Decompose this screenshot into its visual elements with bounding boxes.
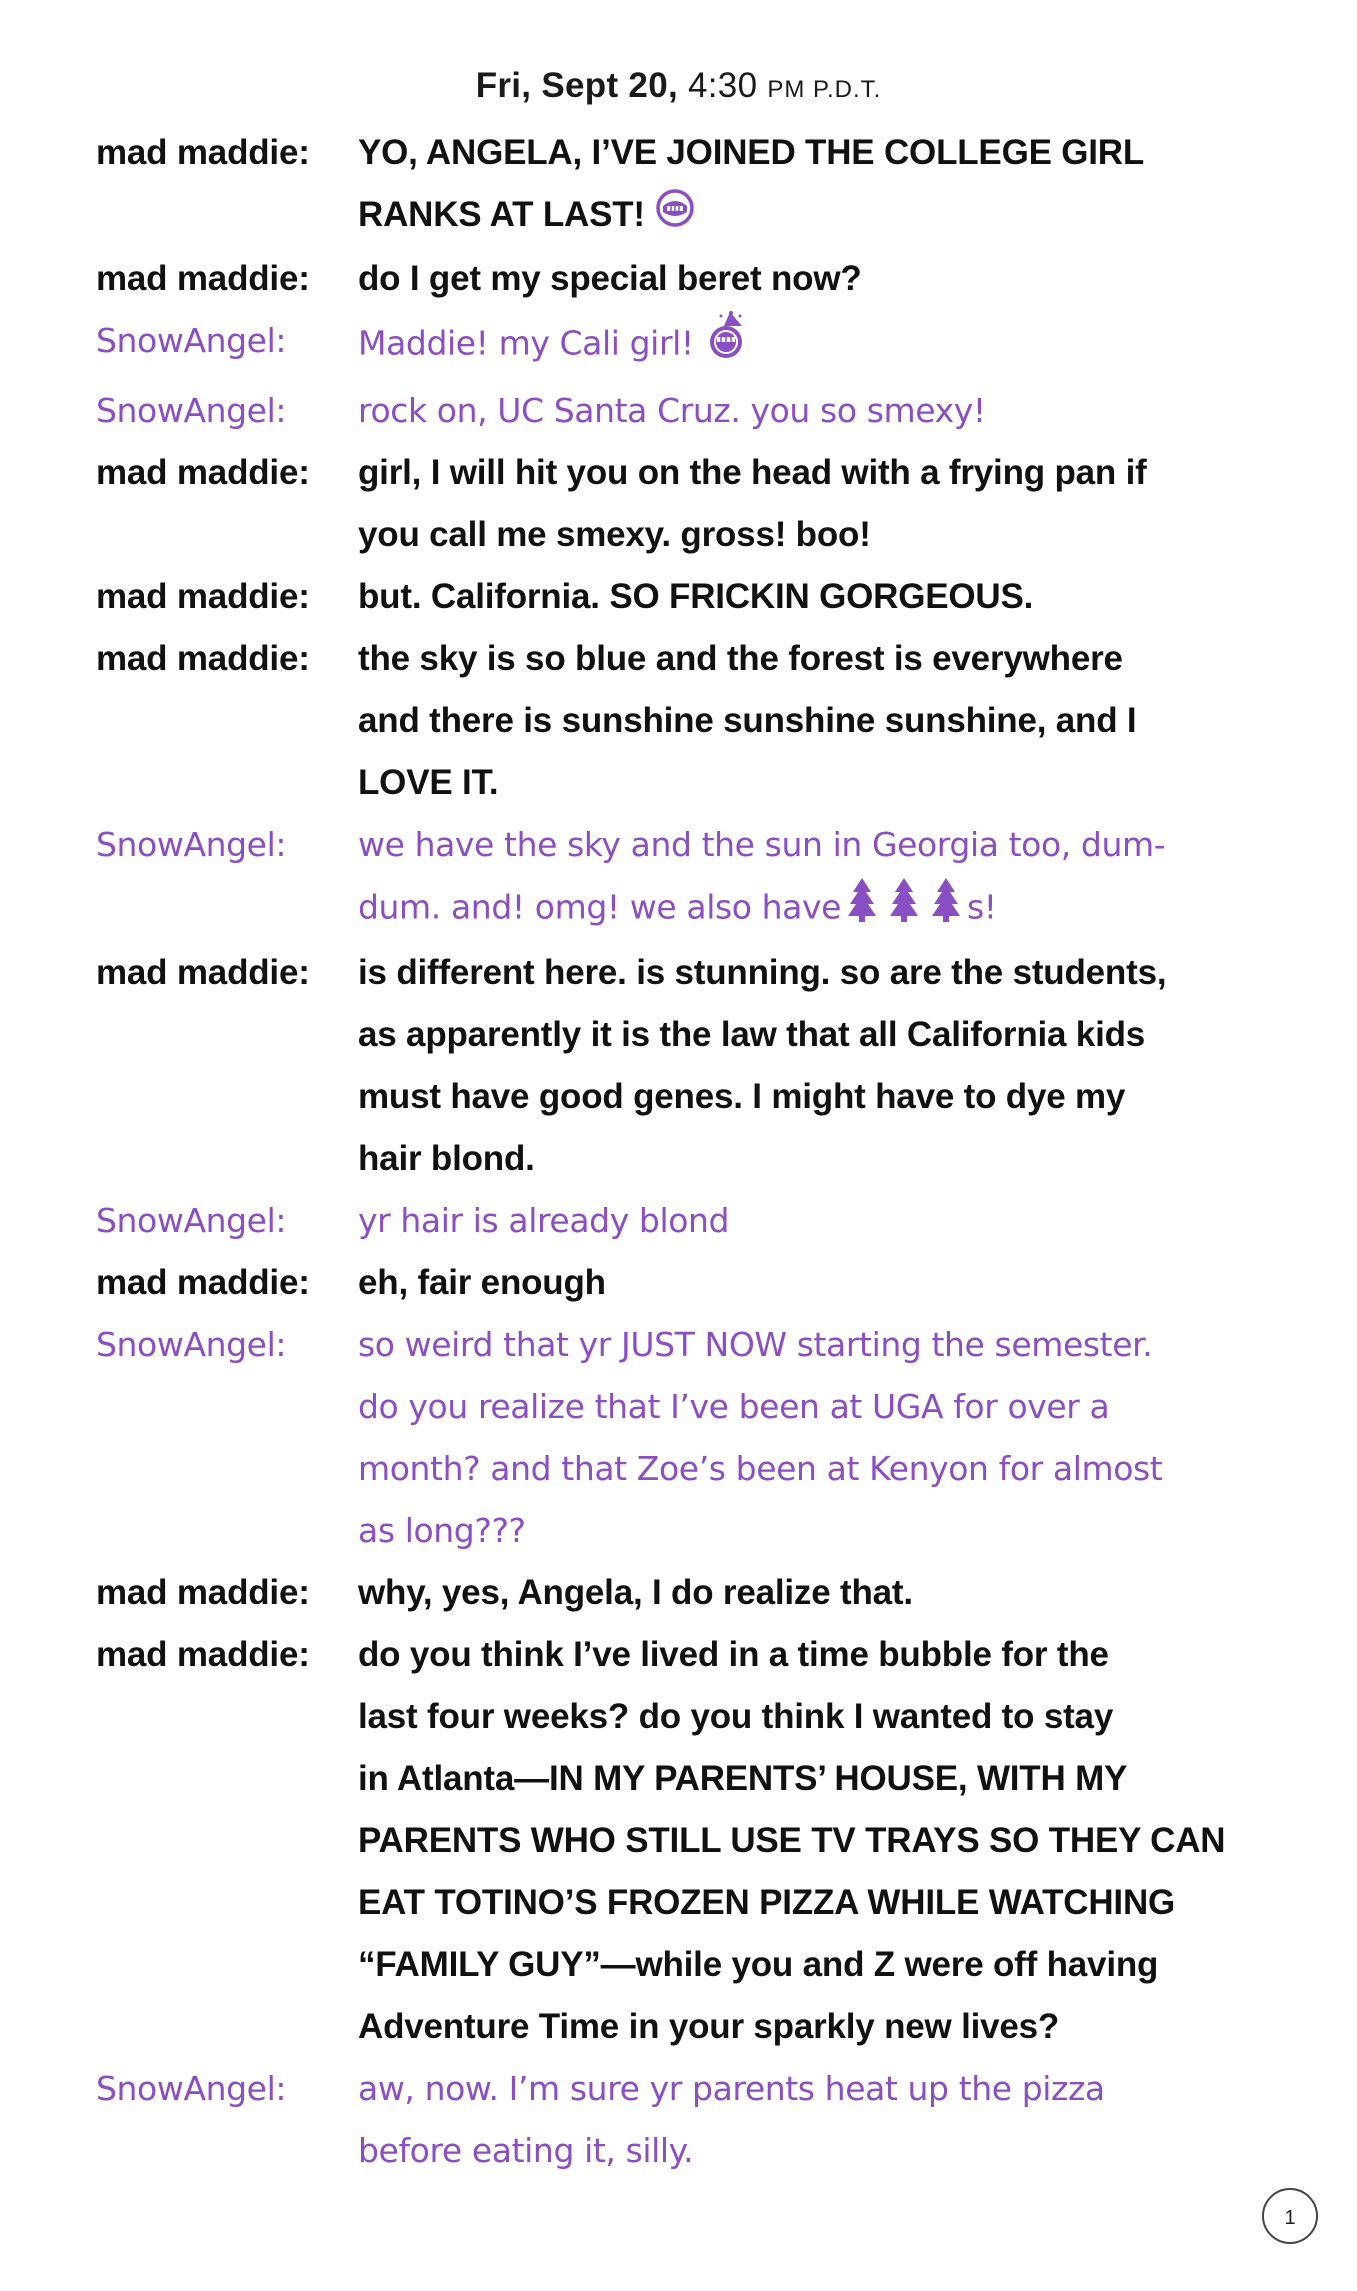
chat-message — [96, 380, 1276, 442]
message-text — [358, 442, 1276, 566]
speaker-name: SnowAngel: — [96, 2068, 287, 2108]
message-line — [358, 310, 1276, 380]
message-line: the sky is so blue and the forest is everywhere — [358, 638, 1123, 678]
message-line: LOVE IT. — [358, 762, 499, 802]
message-line: rock on, UC Santa Cruz. you so smexy! — [358, 390, 986, 430]
speaker-name: mad maddie: — [96, 258, 310, 298]
message-text — [358, 310, 1276, 380]
message-text — [358, 814, 1276, 942]
speaker-name: mad maddie: — [96, 1634, 310, 1674]
chat-message — [96, 1190, 1276, 1252]
message-line: as long??? — [358, 1510, 526, 1550]
message-line-text: dum. and! omg! we also have — [358, 887, 842, 927]
message-line: eh, fair enough — [358, 1262, 606, 1302]
message-line: last four weeks? do you think I wanted to stay — [358, 1696, 1114, 1736]
message-text — [358, 1624, 1276, 2058]
pine-tree-icon — [931, 876, 961, 942]
message-text — [358, 248, 1276, 310]
message-line: you call me smexy. gross! boo! — [358, 514, 871, 554]
message-text — [358, 122, 1276, 248]
message-line: YO, ANGELA, I’VE JOINED THE COLLEGE GIRL — [358, 133, 1145, 172]
message-line: do I get my special beret now? — [358, 258, 862, 298]
message-line: do you think I’ve lived in a time bubble for the — [358, 1634, 1109, 1674]
chat-timestamp-header — [0, 66, 1357, 106]
message-line: “FAMILY GUY”—while you and Z were off having — [358, 1944, 1159, 1984]
message-line: but. California. SO FRICKIN GORGEOUS. — [358, 576, 1034, 616]
message-line: why, yes, Angela, I do realize that. — [358, 1572, 913, 1612]
speaker-name: SnowAngel: — [96, 824, 287, 864]
message-line: Adventure Time in your sparkly new lives? — [358, 2006, 1060, 2046]
message-line — [358, 876, 1276, 942]
header-date: Fri, Sept 20, — [475, 66, 678, 105]
message-line: PARENTS WHO STILL USE TV TRAYS SO THEY CAN — [358, 1820, 1226, 1860]
message-text — [358, 566, 1276, 628]
chat-message — [96, 814, 1276, 942]
chat-message — [96, 1252, 1276, 1314]
message-line: in Atlanta—IN MY PARENTS’ HOUSE, WITH MY — [358, 1758, 1128, 1798]
chat-message — [96, 1624, 1276, 2058]
speaker-name: SnowAngel: — [96, 1200, 287, 1240]
message-line: is different here. is stunning. so are the students, — [358, 952, 1167, 992]
message-text — [358, 1252, 1276, 1314]
message-line: do you realize that I’ve been at UGA for over a — [358, 1386, 1110, 1426]
message-line: before eating it, silly. — [358, 2130, 694, 2170]
chat-message — [96, 442, 1276, 566]
header-time-suffix: PM P.D.T. — [767, 76, 882, 103]
page-number: 1 — [1262, 2188, 1318, 2244]
speaker-name: mad maddie: — [96, 952, 310, 992]
message-line-text: s! — [967, 887, 997, 927]
message-line: girl, I will hit you on the head with a frying pan if — [358, 452, 1147, 492]
message-line — [358, 184, 1276, 248]
chat-message — [96, 122, 1276, 248]
message-line: as apparently it is the law that all California kids — [358, 1014, 1146, 1054]
speaker-name: mad maddie: — [96, 638, 310, 678]
speaker-name: mad maddie: — [96, 576, 310, 616]
message-line: hair blond. — [358, 1138, 535, 1178]
pine-tree-icon — [889, 876, 919, 942]
message-text — [358, 2058, 1276, 2182]
message-line: aw, now. I’m sure yr parents heat up the pizza — [358, 2068, 1105, 2108]
message-line: we have the sky and the sun in Georgia too, dum- — [358, 824, 1166, 864]
message-text — [358, 1190, 1276, 1252]
message-line: must have good genes. I might have to dye my — [358, 1076, 1126, 1116]
header-time: 4:30 — [688, 66, 758, 105]
message-text — [358, 1314, 1276, 1562]
speaker-name: mad maddie: — [96, 1572, 310, 1612]
grinning-face-icon — [655, 186, 695, 248]
message-line: so weird that yr JUST NOW starting the semester. — [358, 1324, 1153, 1364]
message-text — [358, 1562, 1276, 1624]
speaker-name: SnowAngel: — [96, 390, 287, 430]
message-line-text: Maddie! my Cali girl! — [358, 323, 694, 363]
speaker-name: mad maddie: — [96, 1262, 310, 1302]
message-line: EAT TOTINO’S FROZEN PIZZA WHILE WATCHING — [358, 1882, 1176, 1922]
message-line: month? and that Zoe’s been at Kenyon for almost — [358, 1448, 1163, 1488]
speaker-name: SnowAngel: — [96, 1324, 287, 1364]
pine-tree-icon — [847, 876, 877, 942]
message-text — [358, 628, 1276, 814]
message-text — [358, 380, 1276, 442]
chat-message — [96, 628, 1276, 814]
speaker-name: mad maddie: — [96, 452, 310, 492]
message-line: yr hair is already blond — [358, 1200, 730, 1240]
chat-message — [96, 1562, 1276, 1624]
chat-message — [96, 310, 1276, 380]
speaker-name: SnowAngel: — [96, 320, 287, 360]
party-hat-face-icon — [704, 310, 748, 380]
message-line: and there is sunshine sunshine sunshine, and I — [358, 700, 1137, 740]
message-text — [358, 942, 1276, 1190]
speaker-name: mad maddie: — [96, 133, 310, 172]
chat-message — [96, 248, 1276, 310]
chat-message — [96, 2058, 1276, 2182]
chat-message — [96, 566, 1276, 628]
message-line-text: RANKS AT LAST! — [358, 195, 645, 234]
chat-message — [96, 942, 1276, 1190]
chat-transcript — [96, 122, 1276, 2182]
chat-message — [96, 1314, 1276, 1562]
